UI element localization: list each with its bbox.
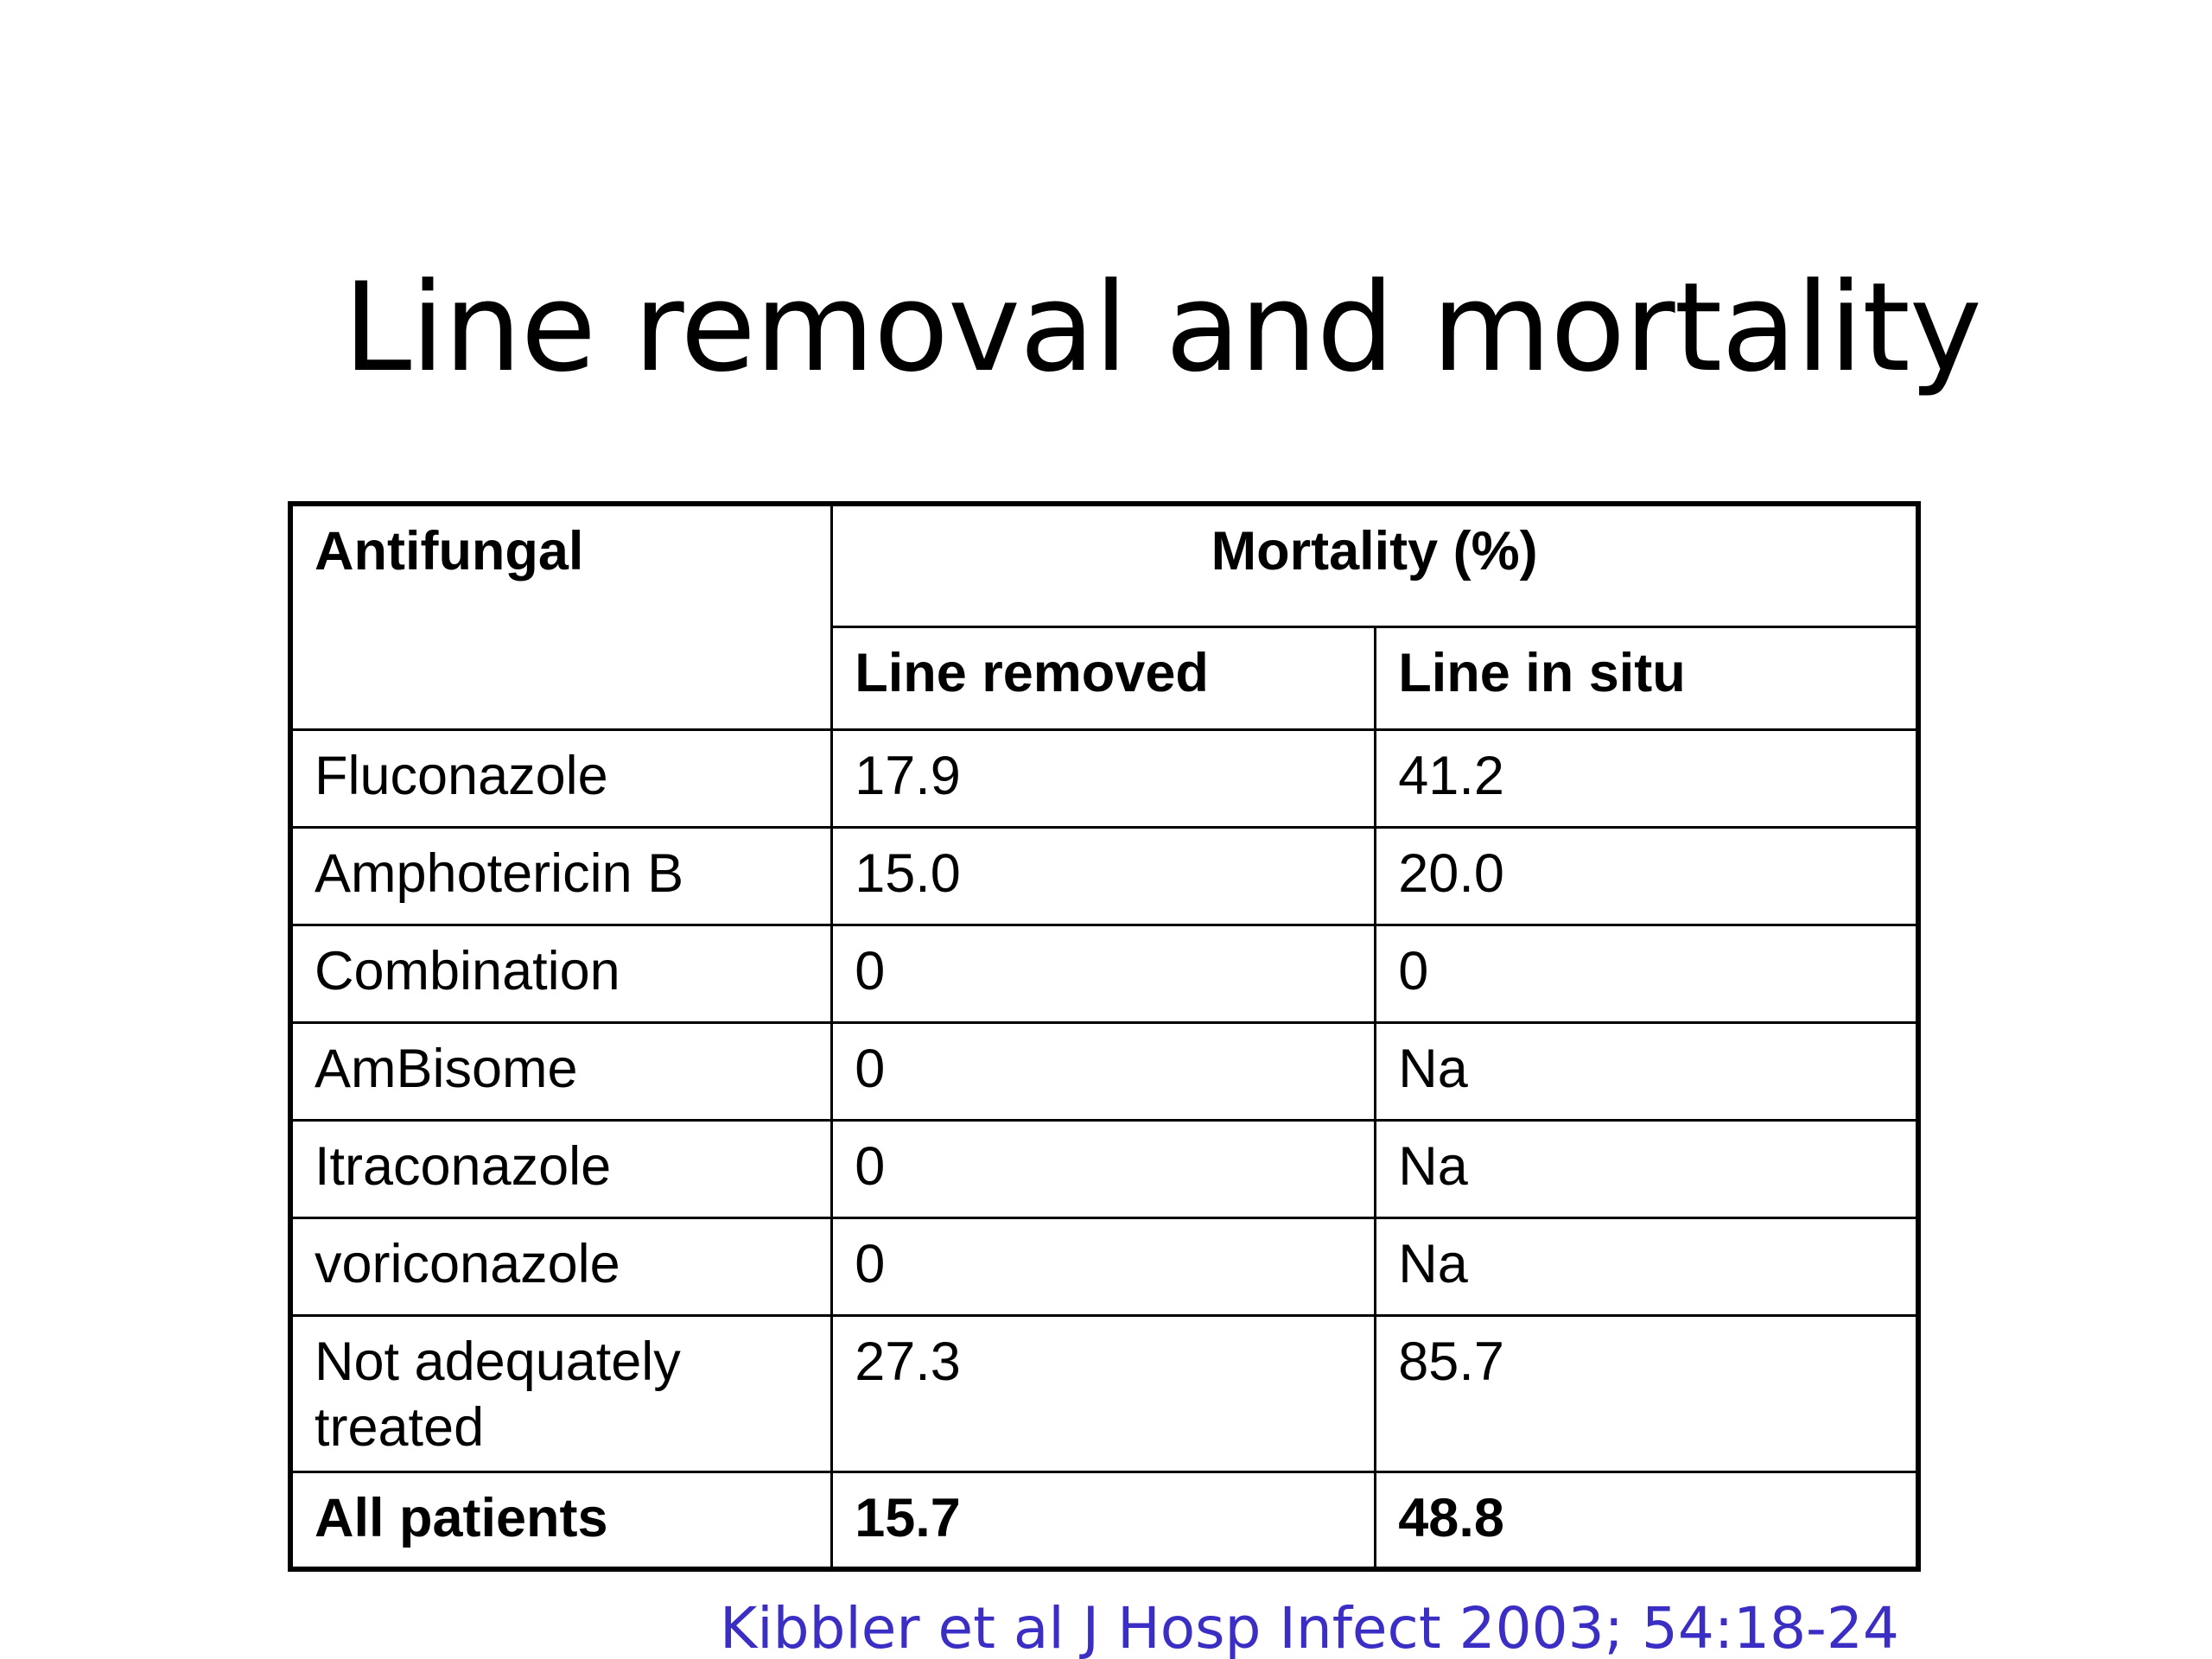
cell-line-removed: 0 xyxy=(832,1217,1376,1315)
table-total-row xyxy=(290,1471,1918,1569)
cell-antifungal: Not adequately treated xyxy=(290,1315,832,1471)
cell-line-removed: 0 xyxy=(832,1022,1376,1120)
cell-line-in-situ: 41.2 xyxy=(1376,729,1918,827)
cell-antifungal: Itraconazole xyxy=(290,1120,832,1217)
cell-line-removed: 27.3 xyxy=(832,1315,1376,1471)
cell-line-in-situ: Na xyxy=(1376,1022,1918,1120)
cell-line-removed: 0 xyxy=(832,925,1376,1022)
cell-line-removed: 0 xyxy=(832,1120,1376,1217)
table-row xyxy=(290,1022,1918,1120)
table-row xyxy=(290,729,1918,827)
header-line-removed: Line removed xyxy=(832,626,1376,729)
table-row xyxy=(290,1315,1918,1471)
citation: Kibbler et al J Hosp Infect 2003; 54:18-24 xyxy=(720,1595,1899,1659)
cell-antifungal: voriconazole xyxy=(290,1217,832,1315)
header-line-in-situ: Line in situ xyxy=(1376,626,1918,729)
cell-line-in-situ: 85.7 xyxy=(1376,1315,1918,1471)
cell-line-in-situ: Na xyxy=(1376,1120,1918,1217)
table-row xyxy=(290,925,1918,1022)
cell-antifungal: AmBisome xyxy=(290,1022,832,1120)
header-mortality: Mortality (%) xyxy=(832,504,1918,626)
table-row xyxy=(290,827,1918,925)
table-header-row xyxy=(290,504,1918,626)
cell-line-in-situ: 20.0 xyxy=(1376,827,1918,925)
header-antifungal: Antifungal xyxy=(290,504,832,729)
slide-title: Line removal and mortality xyxy=(343,257,1981,399)
cell-antifungal: Amphotericin B xyxy=(290,827,832,925)
cell-line-in-situ: 0 xyxy=(1376,925,1918,1022)
cell-line-in-situ: Na xyxy=(1376,1217,1918,1315)
cell-line-removed: 15.0 xyxy=(832,827,1376,925)
table-row xyxy=(290,1217,1918,1315)
cell-antifungal: Fluconazole xyxy=(290,729,832,827)
cell-line-removed-total: 15.7 xyxy=(832,1471,1376,1569)
cell-line-removed: 17.9 xyxy=(832,729,1376,827)
cell-antifungal-total: All patients xyxy=(290,1471,832,1569)
cell-line-in-situ-total: 48.8 xyxy=(1376,1471,1918,1569)
table-row xyxy=(290,1120,1918,1217)
mortality-table xyxy=(288,501,1921,1572)
cell-antifungal: Combination xyxy=(290,925,832,1022)
